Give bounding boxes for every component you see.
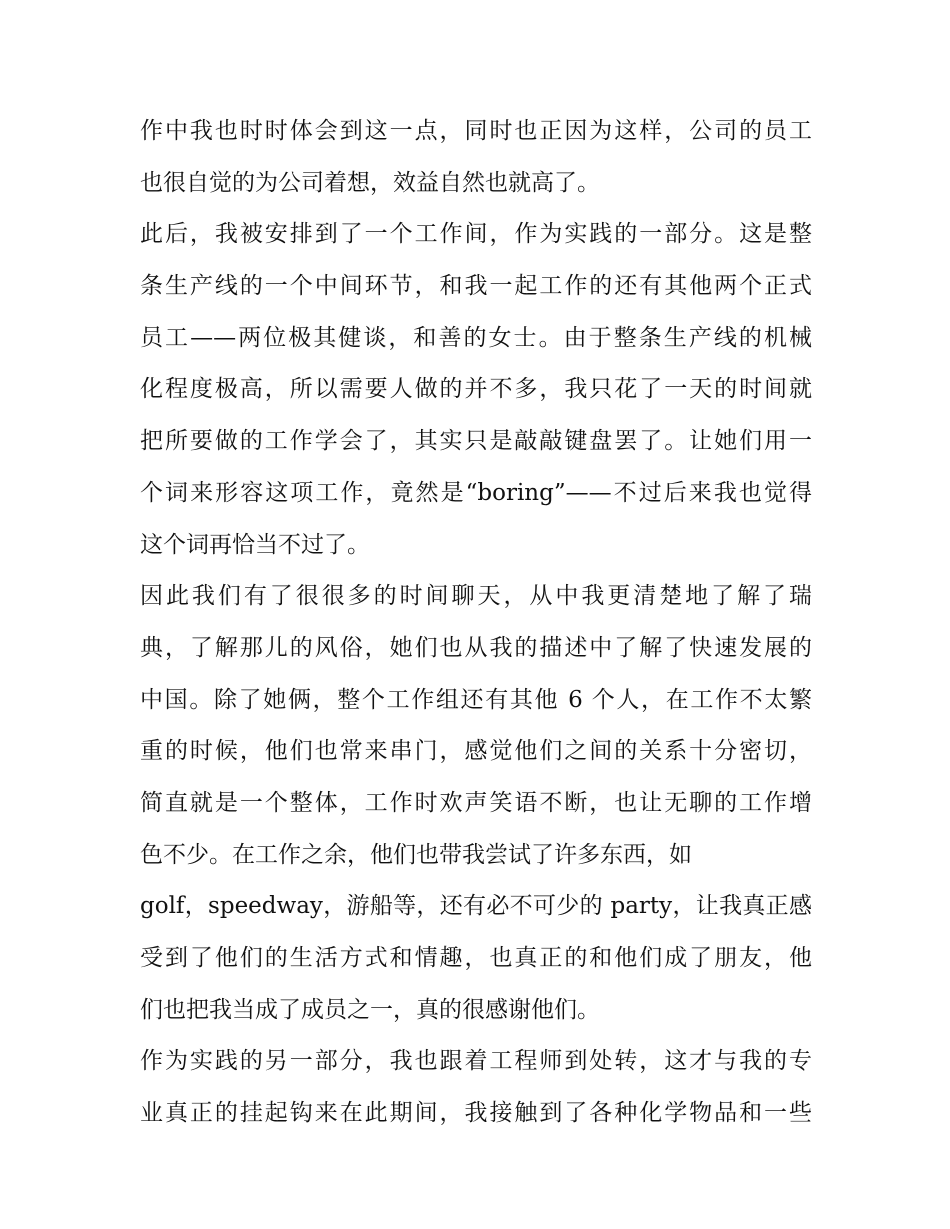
text-line: 这个词再恰当不过了。	[140, 531, 370, 558]
text-line: 中国。除了她俩，整个工作组还有其他 6 个人，在工作不太繁	[140, 686, 812, 713]
text-line: 作中我也时时体会到这一点，同时也正因为这样，公司的员工	[140, 118, 812, 144]
paragraph-1	[140, 106, 812, 209]
text-line: 员工——两位极其健谈，和善的女士。由于整条生产线的机械	[140, 324, 812, 351]
text-line: golf，speedway，游船等，还有必不可少的 party，让我真正感	[140, 893, 812, 920]
text-line: 典，了解那儿的风俗，她们也从我的描述中了解了快速发展的	[140, 634, 812, 661]
paragraph-3	[140, 571, 812, 1036]
text-line: 也很自觉的为公司着想，效益自然也就高了。	[140, 169, 600, 196]
text-line: 作为实践的另一部分，我也跟着工程师到处转，这才与我的专	[140, 1048, 812, 1075]
text-line: 个词来形容这项工作，竟然是“boring”——不过后来我也觉得	[140, 479, 812, 506]
text-line: 把所要做的工作学会了，其实只是敲敲键盘罢了。让她们用一	[140, 428, 812, 455]
paragraph-4	[140, 1036, 812, 1139]
text-line: 条生产线的一个中间环节，和我一起工作的还有其他两个正式	[140, 273, 812, 300]
text-line: 业真正的挂起钩来在此期间，我接触到了各种化学物品和一些	[140, 1100, 812, 1127]
text-line: 此后，我被安排到了一个工作间，作为实践的一部分。这是整	[140, 221, 812, 248]
text-line: 因此我们有了很很多的时间聊天，从中我更清楚地了解了瑞	[140, 583, 812, 610]
text-line: 受到了他们的生活方式和情趣，也真正的和他们成了朋友，他	[140, 945, 812, 971]
text-line: 化程度极高，所以需要人做的并不多，我只花了一天的时间就	[140, 376, 812, 403]
text-line: 重的时候，他们也常来串门，感觉他们之间的关系十分密切，	[140, 738, 812, 765]
text-line: 色不少。在工作之余，他们也带我尝试了许多东西，如	[140, 841, 692, 868]
text-line: 简直就是一个整体，工作时欢声笑语不断，也让无聊的工作增	[140, 789, 812, 816]
text-line: 们也把我当成了成员之一，真的很感谢他们。	[140, 996, 600, 1023]
document-body	[140, 106, 812, 1140]
paragraph-2	[140, 209, 812, 571]
